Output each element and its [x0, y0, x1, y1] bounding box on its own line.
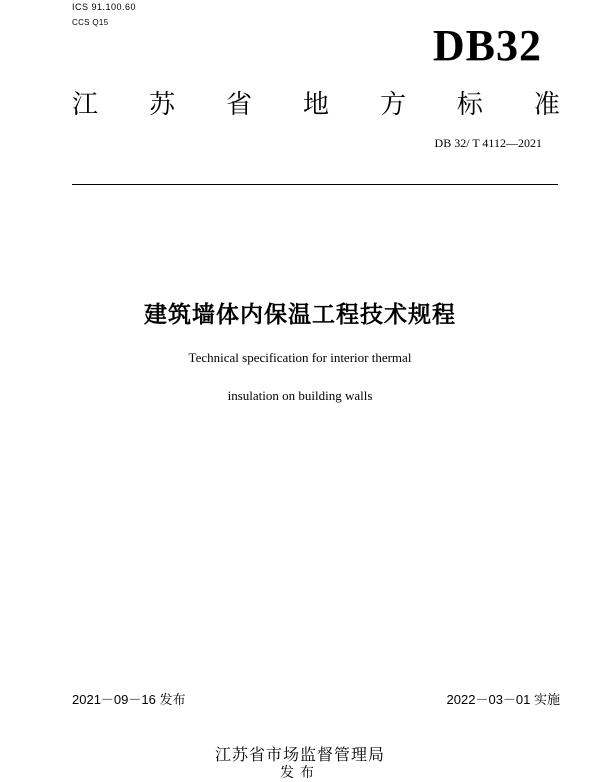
ccs-code: CCS Q15 — [72, 18, 109, 27]
header-divider — [72, 184, 558, 185]
standard-type-char: 标 — [456, 90, 483, 119]
standard-code: DB32 — [432, 21, 542, 70]
standard-type-char: 江 — [72, 90, 99, 119]
standard-type-char: 准 — [533, 90, 560, 119]
standard-number: DB 32/ T 4112—2021 — [434, 136, 542, 150]
standard-type-char: 地 — [302, 90, 329, 119]
issuing-authority: 江苏省市场监督管理局 — [214, 747, 385, 764]
standard-type-char: 苏 — [148, 90, 175, 119]
issuing-action: 发布 — [280, 764, 320, 780]
implementation-date: 2022－03－01 实施 — [446, 692, 560, 707]
ics-code: ICS 91.100.60 — [72, 2, 137, 12]
document-title-zh: 建筑墙体内保温工程技术规程 — [144, 301, 456, 327]
document-title-en-line1: Technical specification for interior thermal — [188, 350, 412, 365]
standard-type-char: 方 — [379, 90, 406, 119]
release-date: 2021－09－16 发布 — [72, 692, 186, 707]
standard-type — [72, 84, 560, 121]
standard-type-char: 省 — [225, 90, 252, 119]
document-title-en-line2: insulation on building walls — [227, 388, 373, 403]
